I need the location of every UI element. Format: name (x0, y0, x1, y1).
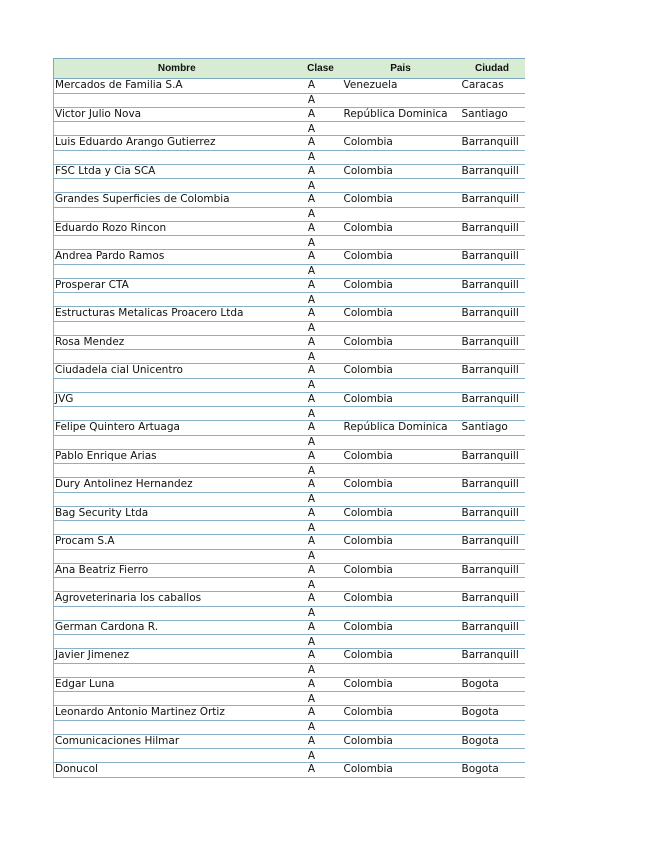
table-row (54, 763, 525, 778)
cell-ciudad: Barranquill (460, 478, 525, 493)
cell-empty (342, 635, 460, 649)
cell-nombre: German Cardona R. (54, 620, 300, 635)
cell-ciudad: Santiago (460, 421, 525, 436)
cell-ciudad: Barranquill (460, 250, 525, 265)
cell-pais: Colombia (342, 392, 460, 407)
cell-empty (342, 692, 460, 706)
cell-pais: Colombia (342, 193, 460, 208)
table-subrow (54, 236, 525, 250)
cell-clase: A (300, 207, 342, 221)
cell-empty (54, 407, 300, 421)
table-subrow (54, 549, 525, 563)
cell-ciudad: Barranquill (460, 278, 525, 293)
header-nombre: Nombre (54, 59, 300, 79)
table-subrow (54, 521, 525, 535)
table-row (54, 221, 525, 236)
cell-empty (342, 464, 460, 478)
cell-clase: A (300, 250, 342, 265)
cell-empty (342, 378, 460, 392)
table-subrow (54, 407, 525, 421)
cell-empty (460, 635, 525, 649)
table-row (54, 734, 525, 749)
table-subrow (54, 264, 525, 278)
cell-nombre: Victor Julio Nova (54, 107, 300, 122)
cell-clase: A (300, 649, 342, 664)
cell-empty (54, 350, 300, 364)
cell-pais: República Dominica (342, 107, 460, 122)
table-row (54, 250, 525, 265)
cell-pais: Colombia (342, 278, 460, 293)
cell-ciudad: Santiago (460, 107, 525, 122)
cell-nombre: Eduardo Rozo Rincon (54, 221, 300, 236)
cell-clase: A (300, 535, 342, 550)
cell-nombre: Pablo Enrique Arias (54, 449, 300, 464)
cell-empty (460, 492, 525, 506)
cell-nombre: FSC Ltda y Cia SCA (54, 164, 300, 179)
cell-empty (460, 236, 525, 250)
header-clase: Clase (300, 59, 342, 79)
cell-empty (54, 150, 300, 164)
cell-clase: A (300, 706, 342, 721)
cell-pais: Colombia (342, 563, 460, 578)
table-row (54, 335, 525, 350)
cell-nombre: Bag Security Ltda (54, 506, 300, 521)
cell-empty (342, 492, 460, 506)
cell-pais: Colombia (342, 307, 460, 322)
cell-clase: A (300, 464, 342, 478)
cell-ciudad: Barranquill (460, 620, 525, 635)
cell-ciudad: Barranquill (460, 535, 525, 550)
cell-clase: A (300, 93, 342, 107)
table-row (54, 506, 525, 521)
cell-nombre: Leonardo Antonio Martinez Ortiz (54, 706, 300, 721)
cell-empty (54, 749, 300, 763)
cell-pais: Colombia (342, 535, 460, 550)
table-row (54, 193, 525, 208)
cell-pais: Colombia (342, 478, 460, 493)
cell-empty (342, 435, 460, 449)
cell-clase: A (300, 549, 342, 563)
cell-empty (460, 93, 525, 107)
table-row (54, 592, 525, 607)
table-row (54, 535, 525, 550)
cell-nombre: Dury Antolinez Hernandez (54, 478, 300, 493)
table-subrow (54, 692, 525, 706)
cell-empty (54, 293, 300, 307)
cell-clase: A (300, 407, 342, 421)
cell-clase: A (300, 392, 342, 407)
table-row (54, 421, 525, 436)
cell-empty (342, 720, 460, 734)
table-row (54, 79, 525, 94)
cell-empty (54, 720, 300, 734)
cell-empty (54, 464, 300, 478)
table-body (54, 79, 525, 778)
table-row (54, 706, 525, 721)
cell-empty (460, 692, 525, 706)
cell-empty (54, 378, 300, 392)
cell-clase: A (300, 677, 342, 692)
table-subrow (54, 93, 525, 107)
cell-ciudad: Barranquill (460, 335, 525, 350)
cell-clase: A (300, 136, 342, 151)
cell-nombre: Agroveterinaria los caballos (54, 592, 300, 607)
table-subrow (54, 464, 525, 478)
cell-ciudad: Barranquill (460, 563, 525, 578)
cell-nombre: Comunicaciones Hilmar (54, 734, 300, 749)
cell-ciudad: Bogota (460, 763, 525, 778)
cell-empty (342, 122, 460, 136)
cell-empty (342, 663, 460, 677)
cell-clase: A (300, 378, 342, 392)
spreadsheet-page (53, 58, 524, 778)
cell-empty (460, 435, 525, 449)
cell-clase: A (300, 763, 342, 778)
cell-empty (342, 407, 460, 421)
cell-empty (54, 578, 300, 592)
cell-empty (460, 464, 525, 478)
cell-clase: A (300, 492, 342, 506)
cell-empty (54, 549, 300, 563)
table-row (54, 449, 525, 464)
cell-nombre: Javier Jimenez (54, 649, 300, 664)
cell-clase: A (300, 164, 342, 179)
header-row (54, 59, 525, 79)
cell-ciudad: Bogota (460, 734, 525, 749)
table-subrow (54, 578, 525, 592)
table-row (54, 278, 525, 293)
cell-pais: Colombia (342, 506, 460, 521)
cell-empty (342, 207, 460, 221)
cell-empty (460, 321, 525, 335)
cell-empty (460, 150, 525, 164)
cell-empty (54, 122, 300, 136)
table-subrow (54, 606, 525, 620)
table-subrow (54, 720, 525, 734)
cell-empty (460, 578, 525, 592)
cell-empty (54, 264, 300, 278)
cell-clase: A (300, 620, 342, 635)
cell-clase: A (300, 592, 342, 607)
cell-ciudad: Barranquill (460, 364, 525, 379)
cell-pais: República Dominica (342, 421, 460, 436)
cell-ciudad: Barranquill (460, 307, 525, 322)
table-subrow (54, 749, 525, 763)
cell-empty (342, 293, 460, 307)
table-subrow (54, 122, 525, 136)
cell-empty (54, 606, 300, 620)
cell-empty (54, 93, 300, 107)
cell-empty (460, 179, 525, 193)
cell-clase: A (300, 606, 342, 620)
cell-clase: A (300, 506, 342, 521)
cell-nombre: Luis Eduardo Arango Gutierrez (54, 136, 300, 151)
cell-clase: A (300, 150, 342, 164)
cell-clase: A (300, 122, 342, 136)
table-row (54, 364, 525, 379)
cell-nombre: Donucol (54, 763, 300, 778)
cell-empty (460, 122, 525, 136)
table-subrow (54, 293, 525, 307)
cell-clase: A (300, 478, 342, 493)
table-row (54, 307, 525, 322)
table-row (54, 677, 525, 692)
cell-clase: A (300, 264, 342, 278)
cell-pais: Colombia (342, 734, 460, 749)
cell-clase: A (300, 663, 342, 677)
cell-empty (54, 236, 300, 250)
cell-clase: A (300, 307, 342, 322)
cell-pais: Colombia (342, 221, 460, 236)
header-ciudad: Ciudad (460, 59, 525, 79)
cell-pais: Colombia (342, 449, 460, 464)
cell-empty (54, 635, 300, 649)
cell-clase: A (300, 278, 342, 293)
cell-clase: A (300, 720, 342, 734)
table-subrow (54, 321, 525, 335)
cell-ciudad: Barranquill (460, 449, 525, 464)
table-subrow (54, 207, 525, 221)
cell-empty (460, 521, 525, 535)
cell-ciudad: Barranquill (460, 193, 525, 208)
cell-empty (460, 720, 525, 734)
cell-empty (460, 549, 525, 563)
cell-ciudad: Barranquill (460, 136, 525, 151)
table-row (54, 620, 525, 635)
table-row (54, 478, 525, 493)
cell-empty (54, 692, 300, 706)
cell-ciudad: Bogota (460, 706, 525, 721)
cell-ciudad: Barranquill (460, 221, 525, 236)
table-subrow (54, 635, 525, 649)
cell-empty (342, 749, 460, 763)
cell-empty (460, 749, 525, 763)
cell-empty (54, 321, 300, 335)
cell-empty (54, 521, 300, 535)
cell-empty (54, 492, 300, 506)
cell-empty (460, 606, 525, 620)
table-subrow (54, 350, 525, 364)
cell-clase: A (300, 350, 342, 364)
table-subrow (54, 492, 525, 506)
cell-empty (342, 236, 460, 250)
cell-clase: A (300, 563, 342, 578)
table-subrow (54, 663, 525, 677)
cell-clase: A (300, 221, 342, 236)
cell-pais: Colombia (342, 164, 460, 179)
cell-nombre: Andrea Pardo Ramos (54, 250, 300, 265)
cell-nombre: Ana Beatriz Fierro (54, 563, 300, 578)
cell-empty (342, 521, 460, 535)
cell-empty (460, 293, 525, 307)
table-row (54, 563, 525, 578)
cell-empty (460, 407, 525, 421)
cell-ciudad: Barranquill (460, 392, 525, 407)
cell-ciudad: Barranquill (460, 164, 525, 179)
cell-clase: A (300, 734, 342, 749)
cell-clase: A (300, 521, 342, 535)
cell-pais: Colombia (342, 592, 460, 607)
cell-pais: Venezuela (342, 79, 460, 94)
table-subrow (54, 435, 525, 449)
cell-clase: A (300, 421, 342, 436)
cell-empty (54, 663, 300, 677)
cell-ciudad: Barranquill (460, 506, 525, 521)
cell-ciudad: Bogota (460, 677, 525, 692)
cell-clase: A (300, 321, 342, 335)
cell-pais: Colombia (342, 620, 460, 635)
table-row (54, 107, 525, 122)
cell-nombre: Prosperar CTA (54, 278, 300, 293)
cell-empty (342, 549, 460, 563)
cell-empty (54, 207, 300, 221)
cell-pais: Colombia (342, 706, 460, 721)
cell-nombre: Ciudadela cial Unicentro (54, 364, 300, 379)
table-row (54, 164, 525, 179)
cell-clase: A (300, 749, 342, 763)
clients-table (53, 58, 525, 778)
cell-empty (342, 150, 460, 164)
cell-nombre: Rosa Mendez (54, 335, 300, 350)
cell-nombre: JVG (54, 392, 300, 407)
cell-empty (342, 350, 460, 364)
cell-clase: A (300, 578, 342, 592)
cell-empty (460, 378, 525, 392)
cell-empty (460, 207, 525, 221)
table-row (54, 649, 525, 664)
cell-empty (342, 93, 460, 107)
cell-nombre: Grandes Superficies de Colombia (54, 193, 300, 208)
cell-ciudad: Barranquill (460, 649, 525, 664)
cell-ciudad: Caracas (460, 79, 525, 94)
table-subrow (54, 179, 525, 193)
cell-clase: A (300, 449, 342, 464)
cell-ciudad: Barranquill (460, 592, 525, 607)
cell-clase: A (300, 335, 342, 350)
cell-empty (342, 264, 460, 278)
cell-empty (54, 435, 300, 449)
cell-clase: A (300, 179, 342, 193)
table-row (54, 392, 525, 407)
cell-empty (342, 179, 460, 193)
cell-nombre: Edgar Luna (54, 677, 300, 692)
cell-clase: A (300, 293, 342, 307)
cell-pais: Colombia (342, 677, 460, 692)
table-subrow (54, 150, 525, 164)
cell-empty (460, 350, 525, 364)
cell-pais: Colombia (342, 250, 460, 265)
cell-empty (54, 179, 300, 193)
cell-clase: A (300, 79, 342, 94)
cell-clase: A (300, 107, 342, 122)
cell-nombre: Mercados de Familia S.A (54, 79, 300, 94)
cell-clase: A (300, 435, 342, 449)
cell-clase: A (300, 364, 342, 379)
header-pais: Pais (342, 59, 460, 79)
cell-clase: A (300, 692, 342, 706)
cell-pais: Colombia (342, 335, 460, 350)
cell-clase: A (300, 635, 342, 649)
cell-empty (342, 606, 460, 620)
cell-nombre: Felipe Quintero Artuaga (54, 421, 300, 436)
table-row (54, 136, 525, 151)
cell-clase: A (300, 193, 342, 208)
table-subrow (54, 378, 525, 392)
cell-empty (460, 264, 525, 278)
cell-clase: A (300, 236, 342, 250)
cell-nombre: Estructuras Metalicas Proacero Ltda (54, 307, 300, 322)
cell-empty (342, 578, 460, 592)
cell-empty (342, 321, 460, 335)
cell-nombre: Procam S.A (54, 535, 300, 550)
cell-pais: Colombia (342, 364, 460, 379)
cell-empty (460, 663, 525, 677)
cell-pais: Colombia (342, 763, 460, 778)
cell-pais: Colombia (342, 136, 460, 151)
cell-pais: Colombia (342, 649, 460, 664)
